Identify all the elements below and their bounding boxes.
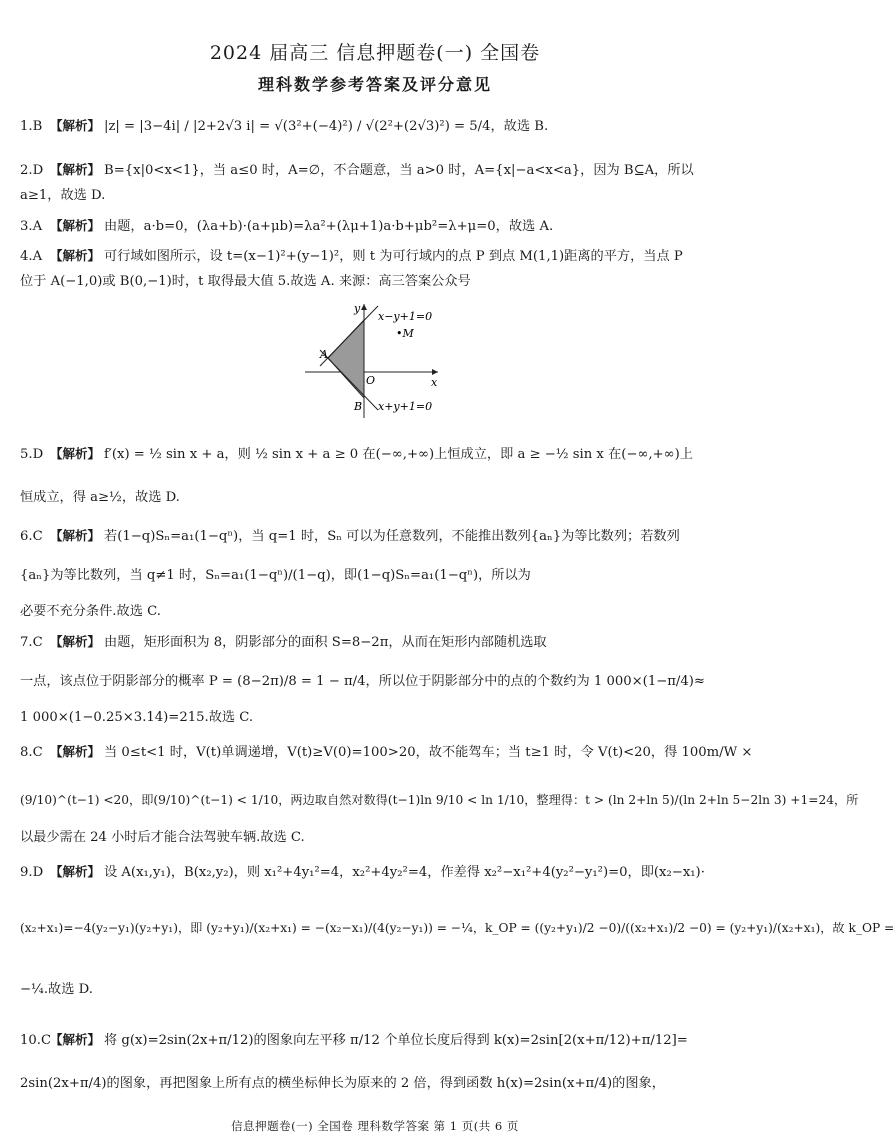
answer-item-6 xyxy=(20,526,735,547)
answer-number: 8.C xyxy=(20,745,43,760)
analysis-tag: 【解析】 xyxy=(50,118,101,133)
answer-text: 当 0≤t<1 时，V(t)单调递增，V(t)≥V(0)=100>20，故不能驾车；当 t≥1 时，令 V(t)<20，得 100m/W × xyxy=(104,745,753,760)
point-m: •M xyxy=(396,327,414,340)
answer-item-2-cont: a≥1，故选 D. xyxy=(20,188,106,203)
answer-item-9-cont2: −¼.故选 D. xyxy=(20,982,93,997)
page-subtitle: 理科数学参考答案及评分意见 xyxy=(257,75,492,94)
answer-number: 9.D xyxy=(20,865,44,880)
answer-item-9 xyxy=(20,862,735,883)
y-axis-arrow xyxy=(361,304,367,310)
answer-item-9-cont: (x₂+x₁)=−4(y₂−y₁)(y₂+y₁)，即 (y₂+y₁)/(x₂+x₁) = −(x₂−x₁)/(4(y₂−y₁)) = −¼，k_OP = ((y₂+y₁)/2 −0)/((x₂+x₁)/2 −0) = (y₂+y₁)/(x₂+x₁)，故 k_OP = xyxy=(20,921,894,935)
answer-item-10 xyxy=(20,1030,735,1051)
page-title: 2024 届高三 信息押题卷(一) 全国卷 xyxy=(209,42,541,64)
answer-item-10-cont: 2sin(2x+π/4)的图象，再把图象上所有点的横坐标伸长为原来的 2 倍，得到函数 h(x)=2sin(x+π/4)的图象， xyxy=(20,1076,665,1091)
answer-item-5-cont: 恒成立，得 a≥½，故选 D. xyxy=(20,490,180,505)
answer-item-7-cont2: 1 000×(1−0.25×3.14)=215.故选 C. xyxy=(20,710,254,725)
answer-item-6-cont2: 必要不充分条件.故选 C. xyxy=(20,604,161,619)
answer-text: 设 A(x₁,y₁)，B(x₂,y₂)，则 x₁²+4y₁²=4，x₂²+4y₂²=4，作差得 x₂²−x₁²+4(y₂²−y₁²)=0，即(x₂−x₁)· xyxy=(104,865,705,880)
answer-text: 由题，矩形面积为 8，阴影部分的面积 S=8−2π，从而在矩形内部随机选取 xyxy=(104,635,547,650)
answer-text: |z| = |3−4i| / |2+2√3 i| = √(3²+(−4)²) / √(2²+(2√3)²) = 5/4，故选 B. xyxy=(104,119,549,134)
answer-item-7 xyxy=(20,632,735,653)
page-footer: 信息押题卷(一) 全国卷 理科数学答案 第 1 页(共 6 页 xyxy=(231,1119,519,1133)
answer-number: 10.C xyxy=(20,1033,52,1048)
answer-number: 3.A xyxy=(20,219,43,234)
answer-number: 6.C xyxy=(20,529,43,544)
answer-item-2 xyxy=(20,160,735,181)
feasible-region-figure xyxy=(300,298,450,423)
label-y: y xyxy=(354,302,361,315)
x-axis-arrow xyxy=(432,369,438,375)
answer-item-4-cont: 位于 A(−1,0)或 B(0,−1)时，t 取得最大值 5.故选 A. 来源：高三答案公众号 xyxy=(20,274,471,289)
label-line1: x−y+1=0 xyxy=(378,310,433,323)
answer-item-8-cont2: 以最少需在 24 小时后才能合法驾驶车辆.故选 C. xyxy=(20,830,305,845)
answer-text: 可行域如图所示，设 t=(x−1)²+(y−1)²，则 t 为可行域内的点 P 到点 M(1,1)距离的平方，当点 P xyxy=(104,249,683,264)
analysis-tag: 【解析】 xyxy=(50,162,101,177)
analysis-tag: 【解析】 xyxy=(50,864,101,879)
answer-item-5 xyxy=(20,444,735,465)
analysis-tag: 【解析】 xyxy=(50,446,101,461)
analysis-tag: 【解析】 xyxy=(50,528,101,543)
answer-text: 若(1−q)Sₙ=a₁(1−qⁿ)，当 q=1 时，Sₙ 可以为任意数列，不能推出数列{aₙ}为等比数列；若数列 xyxy=(104,529,680,544)
answer-item-8 xyxy=(20,742,753,763)
answer-text: f′(x) = ½ sin x + a，则 ½ sin x + a ≥ 0 在(−∞,+∞)上恒成立，即 a ≥ −½ sin x 在(−∞,+∞)上 xyxy=(104,447,693,462)
label-b: B xyxy=(354,400,363,413)
answer-number: 2.D xyxy=(20,163,44,178)
answer-number: 5.D xyxy=(20,447,44,462)
answer-item-6-cont: {aₙ}为等比数列，当 q≠1 时，Sₙ=a₁(1−qⁿ)/(1−q)，即(1−q)Sₙ=a₁(1−qⁿ)，所以为 xyxy=(20,568,531,583)
label-x: x xyxy=(431,376,438,389)
analysis-tag: 【解析】 xyxy=(50,1032,101,1047)
answer-text: B={x|0<x<1}，当 a≤0 时，A=∅，不合题意，当 a>0 时，A={x|−a<x<a}，因为 B⊆A，所以 xyxy=(104,163,694,178)
answer-item-7-cont: 一点，该点位于阴影部分的概率 P = (8−2π)/8 = 1 − π/4，所以位于阴影部分中的点的个数约为 1 000×(1−π/4)≈ xyxy=(20,674,705,689)
answer-number: 1.B xyxy=(20,119,43,134)
analysis-tag: 【解析】 xyxy=(50,634,101,649)
answer-text: 由题，a·b=0，(λa+b)·(a+μb)=λa²+(λμ+1)a·b+μb²=λ+μ=0，故选 A. xyxy=(104,219,554,234)
shaded-region xyxy=(328,320,364,398)
label-o: O xyxy=(366,374,376,387)
label-line2: x+y+1=0 xyxy=(378,400,433,413)
answer-text: 将 g(x)=2sin(2x+π/12)的图象向左平移 π/12 个单位长度后得到 k(x)=2sin[2(x+π/12)+π/12]= xyxy=(104,1033,688,1048)
answer-item-1 xyxy=(20,116,735,137)
analysis-tag: 【解析】 xyxy=(50,218,101,233)
answer-item-8-cont: (9/10)^(t−1) <20，即(9/10)^(t−1) < 1/10，两边取自然对数得(t−1)ln 9/10 < ln 1/10，整理得：t > (ln 2+ln 5)/(ln 2+ln 5−2ln 3) +1=24，所 xyxy=(20,793,859,807)
answer-number: 7.C xyxy=(20,635,43,650)
answer-item-3 xyxy=(20,216,735,237)
analysis-tag: 【解析】 xyxy=(50,248,101,263)
analysis-tag: 【解析】 xyxy=(50,744,101,759)
answer-item-4 xyxy=(20,246,735,267)
answer-number: 4.A xyxy=(20,249,43,264)
label-a: A xyxy=(320,348,328,361)
